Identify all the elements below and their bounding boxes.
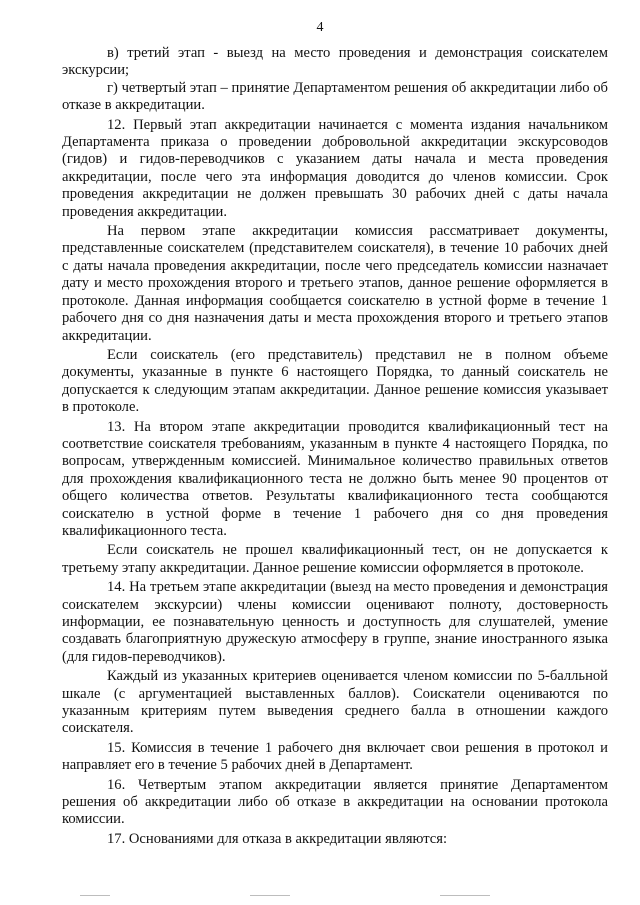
document-body bbox=[62, 45, 608, 848]
paragraph-12: 12. Первый этап аккредитации начинается с момента издания начальником Департамента приказа о проведении добровольной аккредитации экскурсоводов (гидов) и гидов-переводчиков с указанием даты начала и места проведения аккредитации, после чего эта информация доводится до членов комиссии. Срок проведения аккредитации не должен превышать 30 рабочих дней с даты начала проведения аккредитации. bbox=[62, 116, 608, 220]
scan-mark bbox=[250, 895, 290, 896]
scan-artifacts bbox=[0, 893, 640, 899]
paragraph-incomplete-documents: Если соискатель (его представитель) представил не в полном объеме документы, указанные в пункте 6 настоящего Порядка, то данный соискатель не допускается к следующим этапам аккредитации. Данное решение комиссия указывает в протоколе. bbox=[62, 346, 608, 416]
paragraph-16: 16. Четвертым этапом аккредитации является принятие Департаментом решения об аккредитации либо об отказе в аккредитации на основании протокола комиссии. bbox=[62, 776, 608, 828]
paragraph-14: 14. На третьем этапе аккредитации (выезд на место проведения и демонстрация соискателем экскурсии) члены комиссии оценивают полноту, достоверность информации, ее познавательную ценность и доступность для слушателей, умение создавать благоприятную дружескую атмосферу в группе, знание иностранного языка (для гидов-переводчиков). bbox=[62, 579, 608, 665]
paragraph-17: 17. Основаниями для отказа в аккредитации являются: bbox=[107, 830, 448, 847]
scan-mark bbox=[80, 895, 110, 896]
paragraph-test-failed: Если соискатель не прошел квалификационный тест, он не допускается к третьему этапу аккредитации. Данное решение комиссии оформляется в протоколе. bbox=[62, 542, 608, 576]
page-number: 4 bbox=[316, 20, 324, 35]
paragraph-criteria-scoring: Каждый из указанных критериев оценивается членом комиссии по 5-балльной шкале (с аргументацией выставленных баллов). Соискатели оцениваются по указанным критериям путем выведения среднего балла в отношении каждого соискателя. bbox=[62, 668, 608, 737]
paragraph-first-stage-review: На первом этапе аккредитации комиссия рассматривает документы, представленные соискателем (представителем соискателя), в течение 10 рабочих дней с даты начала проведения аккредитации, после чего председатель комиссии назначает дату и место прохождения второго и третьего этапов, данное решение оформляется в протоколе. Данная информация сообщается соискателю в устной форме в течение 1 рабочего дня со дня назначения даты и места прохождения второго и третьего этапов аккредитации. bbox=[62, 223, 608, 344]
paragraph-stage-4: г) четвертый этап – принятие Департаментом решения об аккредитации либо об отказе в аккредитации. bbox=[62, 79, 608, 114]
paragraph-stage-3: в) третий этап - выезд на место проведения и демонстрация соискателем экскурсии; bbox=[62, 45, 608, 79]
paragraph-15: 15. Комиссия в течение 1 рабочего дня включает свои решения в протокол и направляет его в течение 5 рабочих дней в Департамент. bbox=[62, 739, 608, 774]
scan-mark bbox=[440, 895, 490, 896]
paragraph-13: 13. На втором этапе аккредитации проводится квалификационный тест на соответствие соискателя требованиям, указанным в пункте 4 настоящего Порядка, по вопросам, утвержденным комиссией. Минимальное количество правильных ответов для прохождения квалификационного теста не должно быть менее 90 процентов от общего количества ответов. Результаты квалификационного теста сообщаются соискателю в устной форме в течение 1 рабочего дня со дня проведения квалификационного теста. bbox=[62, 418, 608, 539]
